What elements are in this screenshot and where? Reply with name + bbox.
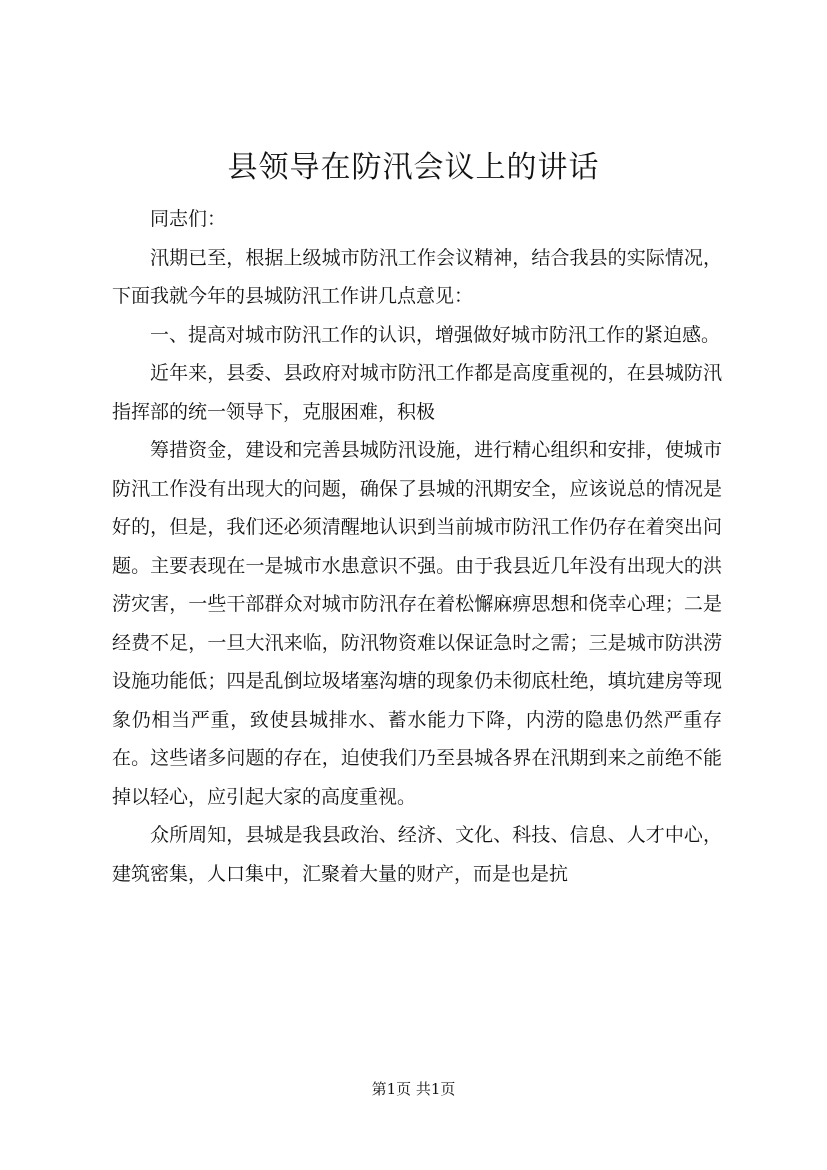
page-footer: 第1页 共1页 (371, 1080, 456, 1098)
paragraph-salutation: 同志们： (150, 208, 227, 230)
document-title: 县领导在防汛会议上的讲话 (227, 150, 600, 185)
paragraph-county-center: 众所周知，县城是我县政治、经济、文化、科技、信息、人才中心，建筑密集，人口集中，汇聚着大量的财产，而是也是抗 (112, 824, 722, 885)
paragraph-recent-years: 近年来，县委、县政府对城市防汛工作都是高度重视的，在县城防汛指挥部的统一领导下，克服困难，积极 (112, 362, 722, 423)
paragraph-problems: 筹措资金，建设和完善县城防汛设施，进行精心组织和安排，使城市防汛工作没有出现大的问题，确保了县城的汛期安全，应该说总的情况是好的，但是，我们还必须清醒地认识到当前城市防汛工作仍存在着突出问题。主要表现在一是城市水患意识不强。由于我县近几年没有出现大的洪涝灾害，一些干部群众对城市防汛存在着松懈麻痹思想和侥幸心理；二是经费不足，一旦大汛来临，防汛物资难以保证急时之需；三是城市防洪涝设施功能低；四是乱倒垃圾堵塞沟塘的现象仍未彻底杜绝，填坑建房等现象仍相当严重，致使县城排水、蓄水能力下降，内涝的隐患仍然严重存在。这些诸多问题的存在，迫使我们乃至县城各界在汛期到来之前绝不能掉以轻心，应引起大家的高度重视。 (112, 439, 722, 808)
paragraph-intro: 汛期已至，根据上级城市防汛工作会议精神，结合我县的实际情况，下面我就今年的县城防汛工作讲几点意见： (112, 246, 722, 307)
paragraph-heading-one: 一、提高对城市防汛工作的认识，增强做好城市防汛工作的紧迫感。 (150, 323, 721, 346)
document-body (112, 200, 722, 893)
